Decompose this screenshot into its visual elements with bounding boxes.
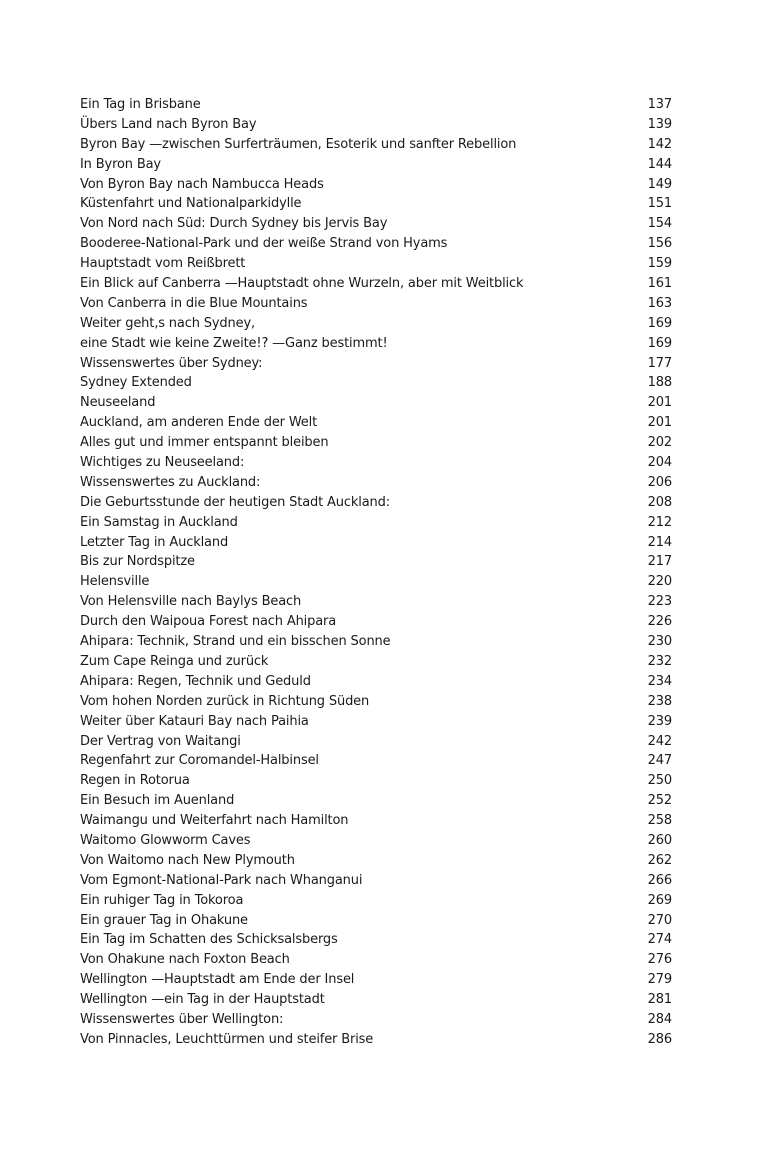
toc-entry-page-number: 206 <box>647 474 672 490</box>
toc-entry-title: Regen in Rotorua <box>80 773 190 789</box>
toc-entry-page-number: 161 <box>647 276 672 292</box>
toc-entry-page-number: 270 <box>647 912 672 928</box>
toc-entry-title: Von Nord nach Süd: Durch Sydney bis Jervis Bay <box>80 216 388 232</box>
toc-entry-page-number: 232 <box>647 653 672 669</box>
toc-entry-title: Der Vertrag von Waitangi <box>80 733 241 749</box>
toc-entry-page-number: 208 <box>647 494 672 510</box>
toc-entry <box>80 214 672 234</box>
toc-entry-title: Letzter Tag in Auckland <box>80 534 229 550</box>
toc-entry <box>80 871 672 891</box>
toc-entry-page-number: 284 <box>647 1011 672 1027</box>
toc-entry-title: Ein ruhiger Tag in Tokoroa <box>80 892 244 908</box>
toc-entry-page-number: 258 <box>647 813 672 829</box>
toc-entry-page-number: 279 <box>647 972 672 988</box>
toc-entry-page-number: 262 <box>647 852 672 868</box>
toc-entry-page-number: 149 <box>647 176 672 192</box>
toc-entry-title: Booderee-National-Park und der weiße Strand von Hyams <box>80 236 448 252</box>
toc-entry <box>80 891 672 911</box>
toc-entry <box>80 115 672 135</box>
toc-entry-title: Wissenswertes über Wellington: <box>80 1011 284 1027</box>
toc-entry <box>80 135 672 155</box>
toc-entry-page-number: 163 <box>647 295 672 311</box>
toc-entry-page-number: 214 <box>647 534 672 550</box>
toc-entry-title: Alles gut und immer entspannt bleiben <box>80 435 329 451</box>
toc-entry <box>80 533 672 553</box>
toc-entry-title: Übers Land nach Byron Bay <box>80 116 257 132</box>
toc-entry-page-number: 159 <box>647 256 672 272</box>
toc-entry <box>80 692 672 712</box>
toc-entry <box>80 552 672 572</box>
table-of-contents <box>80 95 672 1050</box>
toc-entry-page-number: 226 <box>647 614 672 630</box>
toc-entry-title: Vom Egmont-National-Park nach Whanganui <box>80 872 363 888</box>
toc-entry-page-number: 230 <box>647 634 672 650</box>
toc-entry <box>80 712 672 732</box>
toc-entry <box>80 831 672 851</box>
toc-entry-page-number: 274 <box>647 932 672 948</box>
toc-entry-title: Hauptstadt vom Reißbrett <box>80 256 246 272</box>
toc-entry <box>80 175 672 195</box>
toc-entry-title: Küstenfahrt und Nationalparkidylle <box>80 196 302 212</box>
toc-entry-title: Ahipara: Regen, Technik und Geduld <box>80 673 311 689</box>
toc-entry <box>80 473 672 493</box>
toc-entry-title: Ein Samstag in Auckland <box>80 514 238 530</box>
toc-entry-title: Von Byron Bay nach Nambucca Heads <box>80 176 324 192</box>
toc-entry-page-number: 223 <box>647 594 672 610</box>
toc-entry <box>80 911 672 931</box>
toc-entry <box>80 433 672 453</box>
toc-entry <box>80 1030 672 1050</box>
toc-entry <box>80 493 672 513</box>
toc-entry-page-number: 201 <box>647 395 672 411</box>
toc-entry-page-number: 151 <box>647 196 672 212</box>
toc-entry <box>80 234 672 254</box>
toc-entry <box>80 155 672 175</box>
toc-entry-page-number: 276 <box>647 952 672 968</box>
toc-entry-page-number: 242 <box>647 733 672 749</box>
toc-entry-title: Wellington —ein Tag in der Hauptstadt <box>80 992 325 1008</box>
toc-entry-page-number: 137 <box>647 97 672 112</box>
toc-entry-title: Wichtiges zu Neuseeland: <box>80 455 245 471</box>
toc-entry-page-number: 286 <box>647 1031 672 1047</box>
toc-entry <box>80 950 672 970</box>
toc-entry-page-number: 269 <box>647 892 672 908</box>
toc-entry <box>80 95 672 115</box>
toc-entry-page-number: 217 <box>647 554 672 570</box>
toc-entry-title: Durch den Waipoua Forest nach Ahipara <box>80 614 337 630</box>
toc-entry-page-number: 239 <box>647 713 672 729</box>
toc-entry <box>80 294 672 314</box>
toc-entry-title: Zum Cape Reinga und zurück <box>80 653 269 669</box>
toc-entry-title: Ein Besuch im Auenland <box>80 793 235 809</box>
toc-entry-page-number: 154 <box>647 216 672 232</box>
toc-entry-page-number: 238 <box>647 693 672 709</box>
toc-entry <box>80 930 672 950</box>
toc-entry-page-number: 202 <box>647 435 672 451</box>
toc-entry-title: Byron Bay —zwischen Surferträumen, Esoterik und sanfter Rebellion <box>80 136 517 152</box>
toc-entry <box>80 393 672 413</box>
toc-entry-title: Ein Blick auf Canberra —Hauptstadt ohne Wurzeln, aber mit Weitblick <box>80 276 524 292</box>
toc-entry-page-number: 281 <box>647 992 672 1008</box>
toc-entry-title: Ahipara: Technik, Strand und ein bisschen Sonne <box>80 634 391 650</box>
toc-entry-title: Wissenswertes zu Auckland: <box>80 474 261 490</box>
toc-entry-title: Weiter geht‚s nach Sydney, <box>80 315 255 331</box>
toc-entry-page-number: 142 <box>647 136 672 152</box>
toc-entry <box>80 791 672 811</box>
toc-entry-page-number: 139 <box>647 116 672 132</box>
toc-entry-page-number: 260 <box>647 832 672 848</box>
toc-entry-page-number: 247 <box>647 753 672 769</box>
toc-entry <box>80 771 672 791</box>
toc-entry-page-number: 266 <box>647 872 672 888</box>
toc-entry-title: Regenfahrt zur Coromandel-Halbinsel <box>80 753 319 769</box>
toc-entry-page-number: 169 <box>647 315 672 331</box>
toc-entry-title: Auckland, am anderen Ende der Welt <box>80 415 318 431</box>
toc-entry <box>80 254 672 274</box>
toc-entry-title: Vom hohen Norden zurück in Richtung Süden <box>80 693 370 709</box>
toc-entry-title: Sydney Extended <box>80 375 192 391</box>
toc-entry-title: Wellington —Hauptstadt am Ende der Insel <box>80 972 355 988</box>
toc-entry-title: Von Waitomo nach New Plymouth <box>80 852 295 868</box>
toc-entry <box>80 732 672 752</box>
toc-entry-title: eine Stadt wie keine Zweite!? —Ganz bestimmt! <box>80 335 388 351</box>
toc-entry-page-number: 177 <box>647 355 672 371</box>
toc-entry <box>80 851 672 871</box>
toc-entry-title: Waimangu und Weiterfahrt nach Hamilton <box>80 813 349 829</box>
toc-entry-page-number: 204 <box>647 455 672 471</box>
toc-entry-title: Wissenswertes über Sydney: <box>80 355 263 371</box>
toc-entry <box>80 314 672 334</box>
toc-entry-title: Die Geburtsstunde der heutigen Stadt Auckland: <box>80 494 390 510</box>
toc-entry-page-number: 169 <box>647 335 672 351</box>
toc-entry-title: Bis zur Nordspitze <box>80 554 195 570</box>
toc-entry <box>80 652 672 672</box>
toc-entry-title: Helensville <box>80 574 150 590</box>
toc-entry-title: Von Ohakune nach Foxton Beach <box>80 952 290 968</box>
toc-entry <box>80 513 672 533</box>
toc-entry-page-number: 252 <box>647 793 672 809</box>
toc-entry-title: Weiter über Katauri Bay nach Paihia <box>80 713 309 729</box>
toc-entry <box>80 334 672 354</box>
toc-entry <box>80 274 672 294</box>
toc-entry-page-number: 156 <box>647 236 672 252</box>
toc-entry-page-number: 220 <box>647 574 672 590</box>
toc-entry <box>80 811 672 831</box>
toc-entry-page-number: 234 <box>647 673 672 689</box>
toc-entry <box>80 1010 672 1030</box>
toc-entry <box>80 592 672 612</box>
toc-entry-title: Ein Tag im Schatten des Schicksalsbergs <box>80 932 338 948</box>
toc-entry-page-number: 250 <box>647 773 672 789</box>
toc-entry-title: In Byron Bay <box>80 156 161 172</box>
toc-entry-title: Ein Tag in Brisbane <box>80 97 201 112</box>
toc-entry-page-number: 212 <box>647 514 672 530</box>
toc-entry <box>80 970 672 990</box>
toc-entry <box>80 632 672 652</box>
toc-entry <box>80 453 672 473</box>
toc-entry-title: Von Pinnacles, Leuchttürmen und steifer Brise <box>80 1031 374 1047</box>
toc-entry <box>80 413 672 433</box>
toc-entry <box>80 612 672 632</box>
toc-entry-page-number: 201 <box>647 415 672 431</box>
toc-entry <box>80 572 672 592</box>
toc-entry-title: Ein grauer Tag in Ohakune <box>80 912 248 928</box>
toc-entry <box>80 354 672 374</box>
toc-entry-page-number: 144 <box>647 156 672 172</box>
toc-entry-title: Von Canberra in die Blue Mountains <box>80 295 308 311</box>
toc-entry <box>80 373 672 393</box>
toc-entry-page-number: 188 <box>647 375 672 391</box>
toc-entry-title: Von Helensville nach Baylys Beach <box>80 594 302 610</box>
toc-entry <box>80 194 672 214</box>
toc-entry <box>80 751 672 771</box>
toc-entry-title: Waitomo Glowworm Caves <box>80 832 251 848</box>
toc-entry <box>80 672 672 692</box>
toc-entry <box>80 990 672 1010</box>
toc-entry-title: Neuseeland <box>80 395 156 411</box>
